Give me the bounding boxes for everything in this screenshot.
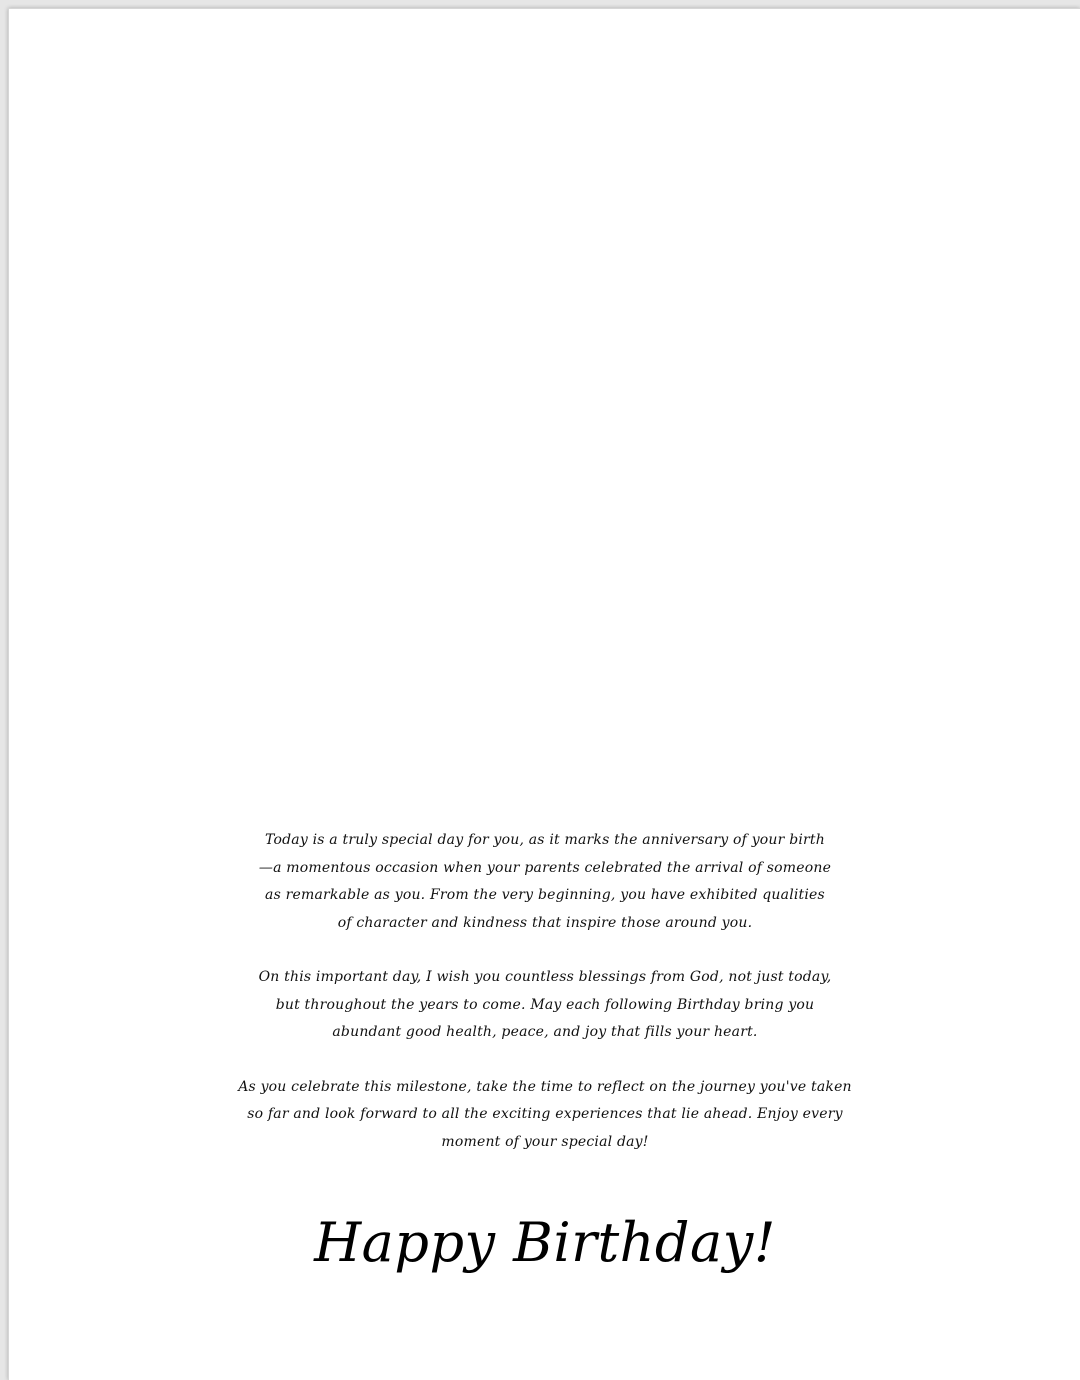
paragraph-line: As you celebrate this milestone, take the time to reflect on the journey you've taken	[238, 1078, 852, 1095]
paragraph-line: Today is a truly special day for you, as it marks the anniversary of your birth	[265, 832, 825, 848]
message-paragraph-2	[9, 964, 1080, 1047]
paragraph-line: moment of your special day!	[441, 1133, 649, 1150]
paragraph-line: as remarkable as you. From the very beginning, you have exhibited qualities	[265, 887, 825, 903]
happy-birthday-heading: Happy Birthday!	[314, 1211, 776, 1274]
message-paragraph-3	[9, 1074, 1080, 1157]
paragraph-line: so far and look forward to all the exciting experiences that lie ahead. Enjoy every	[247, 1106, 843, 1122]
birthday-message	[9, 827, 1080, 1183]
paragraph-line: abundant good health, peace, and joy that fills your heart.	[332, 1024, 758, 1040]
paragraph-line: of character and kindness that inspire those around you.	[337, 914, 753, 931]
paragraph-line: but throughout the years to come. May each following Birthday bring you	[275, 996, 815, 1013]
card-page	[8, 8, 1080, 1380]
paragraph-line: —a momentous occasion when your parents celebrated the arrival of someone	[258, 859, 832, 876]
paragraph-line: On this important day, I wish you countless blessings from God, not just today,	[258, 969, 832, 985]
message-paragraph-1	[9, 827, 1080, 937]
